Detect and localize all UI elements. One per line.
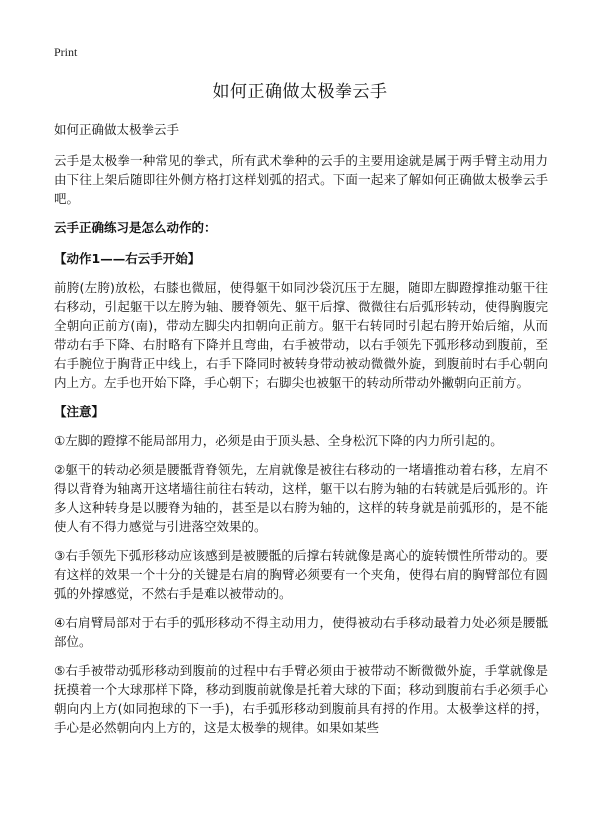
action-paragraph: 前胯(左胯)放松，右膝也微屈，使得躯干如同沙袋沉压于左腿，随即左脚蹬撑推动躯干往右移动，引起躯干以左胯为轴、腰脊领先、躯干后撑、微微往右后弧形转动，使得胸腹完全朝向正前方(南)，带动左脚尖内扣朝向正前方。躯干右转同时引起右胯开始后缩，从而带动右手下降、右肘略有下降并且弯曲，右手被带动，以右手领先下弧形移动到腹前，至右手腕位于胸背正中线上，右手下降同时被转身带动被动微微外旋，到腹前时右手心朝向内上方。左手也开始下降，手心朝下；右脚尖也被躯干的转动所带动外撇朝向正前方。	[54, 280, 548, 390]
article-subtitle: 如何正确做太极拳云手	[54, 122, 180, 137]
page-title: 如何正确做太极拳云手	[212, 82, 388, 102]
note-item: ⑤右手被带动弧形移动到腹前的过程中右手臂必须由于被带动不断微微外旋，手掌就像是抚摸着一个大球那样下降，移动到腹前就像是托着大球的下面；移动到腹前右手必须手心朝向内上方(如同抱球的下一手)，右手弧形移动到腹前具有捋的作用。太极拳这样的捋，手心是必然朝向内上方的，这是太极拳的规律。如果如某些	[54, 663, 548, 735]
action-title: 【动作1——右云手开始】	[54, 251, 201, 266]
note-item: ④右肩臂局部对于右手的弧形移动不得主动用力，使得被动右手移动最着力处必须是腰骶部位。	[54, 615, 548, 649]
notes-title: 【注意】	[54, 404, 105, 419]
print-link[interactable]: Print	[54, 45, 78, 59]
note-item: ③右手领先下弧形移动应该感到是被腰骶的后撑右转就像是离心的旋转惯性所带动的。要有这样的效果一个十分的关键是右肩的胸臂必须要有一个夹角，使得右肩的胸臂部位有圆弧的外撑感觉，不然右手是难以被带动的。	[54, 548, 548, 601]
intro-paragraph: 云手是太极拳一种常见的拳式，所有武术拳种的云手的主要用途就是属于两手臂主动用力由下往上架后随即往外侧方格打这样划弧的招式。下面一起来了解如何正确做太极拳云手吧。	[54, 153, 548, 206]
question-heading: 云手正确练习是怎么动作的：	[54, 220, 217, 235]
note-item: ①左脚的蹬撑不能局部用力，必须是由于顶头悬、全身松沉下降的内力所引起的。	[54, 433, 503, 448]
article-body	[54, 120, 548, 747]
note-item: ②躯干的转动必须是腰骶背脊领先，左肩就像是被往右移动的一堵墙推动着右移，左肩不得以背脊为轴离开这堵墙往前往右转动，这样，躯干以右胯为轴的右转就是后弧形的。许多人这种转身是以腰脊为轴的，甚至是以右胯为轴的，这样的转身就是前弧形的，是不能使人有不得力感觉与引进落空效果的。	[54, 462, 548, 534]
